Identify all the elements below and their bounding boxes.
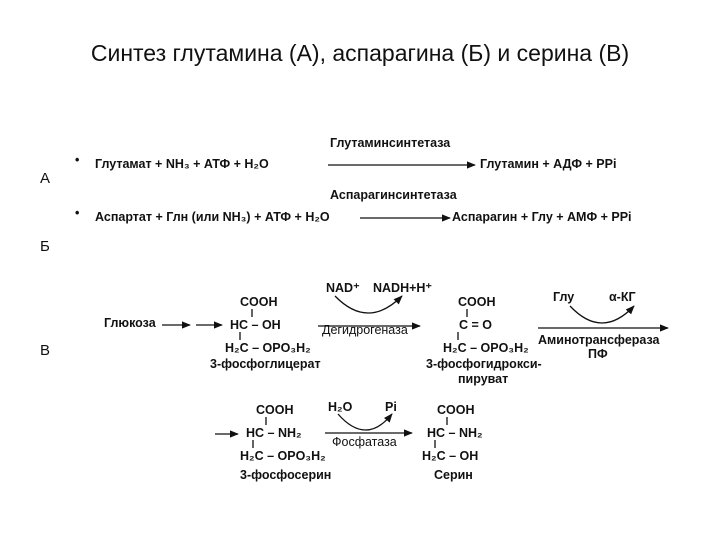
ser-bot: H₂C – OH [422, 449, 479, 463]
glucose-label: Глюкоза [104, 316, 156, 330]
pg3-cooh: COOH [240, 295, 278, 309]
water-label: H₂O [328, 400, 353, 414]
ps-bot: H₂C – OPO₃H₂ [240, 449, 326, 463]
ps-name: 3-фосфосерин [240, 468, 332, 482]
php-cooh: COOH [458, 295, 496, 309]
php-mid: C = O [459, 318, 492, 332]
nadh-label: NADH+H⁺ [373, 281, 433, 295]
php-name-2: пируват [458, 372, 509, 386]
php-name-1: 3-фосфогидрокси- [426, 357, 542, 371]
glu-label: Глу [553, 290, 575, 304]
reaction-b-products: Аспарагин + Глу + АМФ + PPi [452, 210, 632, 224]
pg3-name: 3-фосфоглицерат [210, 357, 321, 371]
enzyme-dehydrogenase: Дегидрогеназа [322, 323, 408, 337]
pg3-bot: H₂C – OPO₃H₂ [225, 341, 311, 355]
enzyme-aminotransferase: Аминотрансфераза [538, 333, 660, 347]
label-a: А [40, 170, 51, 187]
enzyme-asparagine-synthetase: Аспарагинсинтетаза [330, 188, 457, 202]
ser-cooh: COOH [437, 403, 475, 417]
reaction-a-products: Глутамин + АДФ + PPi [480, 157, 617, 171]
bullet-a: • [75, 153, 80, 167]
arc-water [338, 414, 392, 430]
ser-name: Серин [434, 468, 473, 482]
pi-label: Pi [385, 400, 397, 414]
ps-mid: HC – NH₂ [246, 426, 302, 440]
plp-label: ПФ [588, 347, 608, 361]
ps-cooh: COOH [256, 403, 294, 417]
reaction-a-substrates: Глутамат + NH₃ + АТФ + H₂O [95, 157, 269, 171]
arc-nad [335, 296, 402, 313]
pg3-mid: HC – OH [230, 318, 281, 332]
label-c: В [40, 342, 51, 359]
enzyme-phosphatase: Фосфатаза [332, 435, 397, 449]
bullet-b: • [75, 206, 80, 220]
nad-label: NAD⁺ [326, 281, 360, 295]
akg-label: α-КГ [609, 290, 636, 304]
ser-mid: HC – NH₂ [427, 426, 483, 440]
reaction-b-substrates: Аспартат + Глн (или NH₃) + АТФ + H₂O [95, 210, 330, 224]
arc-glu [570, 306, 634, 323]
slide-title: Синтез глутамина (А), аспарагина (Б) и серина (В) [90, 40, 630, 66]
enzyme-glutamine-synthetase: Глутаминсинтетаза [330, 136, 451, 150]
php-bot: H₂C – OPO₃H₂ [443, 341, 529, 355]
label-b: Б [40, 238, 50, 255]
